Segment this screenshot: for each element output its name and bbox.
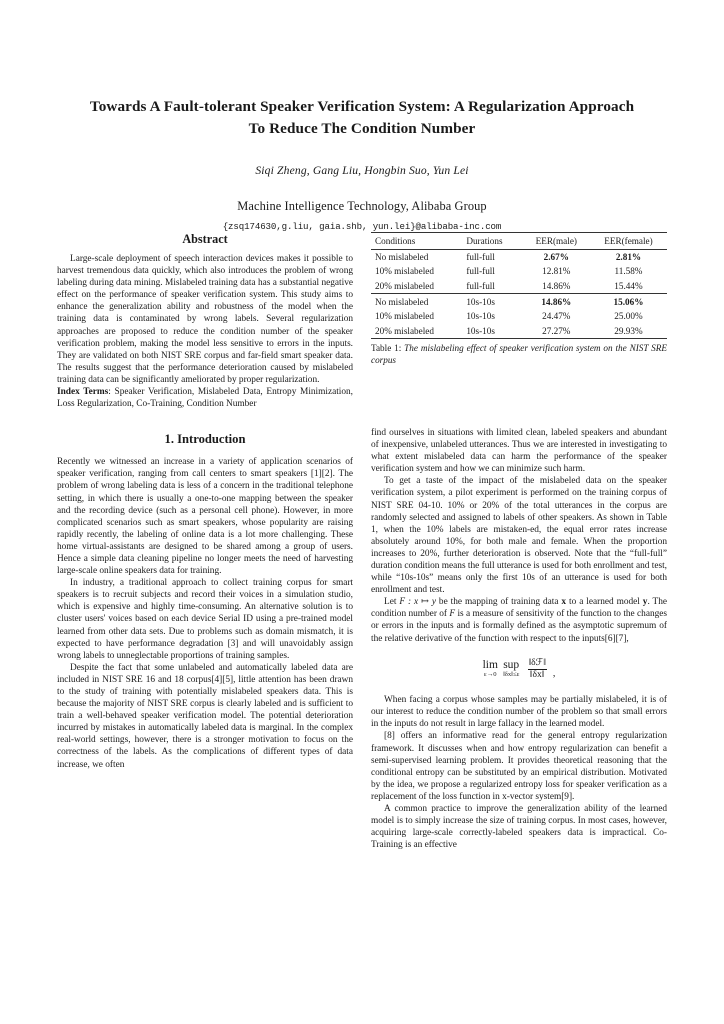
table-caption-label: Table 1: bbox=[371, 343, 402, 354]
cell-conditions: 10% mislabeled bbox=[375, 311, 434, 322]
supremum-operator bbox=[503, 660, 520, 679]
author-list: Siqi Zheng, Gang Liu, Hongbin Suo, Yun Lei bbox=[255, 164, 469, 178]
intro-paragraph-3: Despite the fact that some unlabeled and automatically labeled data are included in NIST SRE 16 and 18 corpus[4][5], little attention has been drawn to the study of training with potentially mislabeled speakers data. This is because the majority of NIST SRE corpus is clearly labeled and is sufficient to train a well-behaved speaker verification model. The potential deterioration incurred by mistakes in automatically labeled data is marginal. In the complex real-world settings, however, there is a stronger motivation to focus on the correctness of the labels. As the complications of different types of data increase, we often bbox=[57, 662, 353, 770]
table-row bbox=[371, 294, 667, 309]
cell-eer-male: 14.86% bbox=[542, 280, 571, 291]
cell-conditions: No mislabeled bbox=[375, 251, 429, 262]
table-row bbox=[371, 264, 667, 279]
abstract-heading: Abstract bbox=[182, 232, 228, 246]
column-header-eer-female: EER(female) bbox=[590, 233, 667, 250]
p6-mid: be the mapping of training data bbox=[435, 597, 562, 608]
table-row bbox=[371, 309, 667, 324]
cell-durations: full-full bbox=[466, 251, 495, 262]
cell-eer-female: 29.93% bbox=[590, 323, 667, 338]
p6-math-mapping: F : x ↦ y bbox=[399, 597, 436, 608]
cell-conditions: No mislabeled bbox=[371, 294, 462, 309]
p6-end: is a measure of sensitivity of the function to the changes or errors in the inputs and is formally defined as the asymptotic supremum of the relative derivative of the function with respect to the inputs[6][7], bbox=[371, 609, 667, 644]
intro-paragraph-8: [8] offers an informative read for the general entropy regularization framework. It discusses when and how entropy regularization can benefit a semi-supervised learning problem. It provides theoretical reasoning that the conditional entropy can be substituted by an empirical distribution. Motivated by the idea, we propose a regularized entropy loss for speaker verification as a replacement of the loss function in x-vector system[9]. bbox=[371, 731, 667, 802]
cell-durations: 10s-10s bbox=[462, 294, 522, 309]
paper-header bbox=[0, 0, 724, 232]
p6-math-y: y bbox=[642, 597, 648, 608]
cell-conditions: 20% mislabeled bbox=[371, 323, 462, 338]
cell-eer-female: 15.06% bbox=[590, 294, 667, 309]
p6-post: . The condition number of bbox=[371, 597, 667, 620]
intro-paragraph-4: find ourselves in situations with limited clean, labeled speakers and abundant of inexpensive, unlabeled utterances. Thus we are interested in investigating to what extent mislabeled data can harm the performance of the speaker verification system and how we can minimize such harm. bbox=[371, 427, 667, 475]
limit-main: lim bbox=[482, 658, 498, 671]
table-row bbox=[371, 249, 667, 264]
supremum-subscript: ‖δx‖≤ε bbox=[502, 671, 520, 679]
cell-durations: 10s-10s bbox=[466, 311, 495, 322]
cell-eer-female: 11.58% bbox=[614, 266, 643, 277]
p6-math-x: x bbox=[561, 597, 567, 608]
mislabeling-effect-table bbox=[371, 232, 667, 339]
cell-eer-female: 15.44% bbox=[614, 280, 643, 291]
table-caption-text: The mislabeling effect of speaker verification system on the NIST SRE corpus bbox=[371, 343, 667, 366]
cell-durations: 10s-10s bbox=[462, 323, 522, 338]
cell-conditions: 20% mislabeled bbox=[375, 280, 434, 291]
right-column bbox=[371, 232, 667, 851]
cell-durations: full-full bbox=[466, 280, 495, 291]
table-1-container bbox=[371, 232, 667, 367]
fraction-denominator: ‖δx‖ bbox=[529, 669, 545, 681]
limit-operator bbox=[483, 660, 498, 679]
cell-eer-male: 27.27% bbox=[523, 323, 590, 338]
intro-paragraph-9: A common practice to improve the generalization ability of the learned model is to simply increase the size of training corpus. In most cases, however, acquiring large-scale correctly-labeled speakers data is impractical. Co-Training is an effective bbox=[371, 803, 667, 851]
equation-inner bbox=[483, 658, 556, 681]
p6-math-f: F bbox=[449, 609, 456, 620]
cell-eer-male: 24.47% bbox=[542, 311, 571, 322]
fraction-numerator: ‖δℱ‖ bbox=[528, 656, 546, 668]
index-terms-value: Speaker Verification, Mislabeled Data, Entropy Minimization, Loss Regularization, Co-Training, Condition Number bbox=[57, 387, 353, 410]
equation-trailing-comma: , bbox=[552, 668, 556, 680]
table-head bbox=[371, 233, 667, 250]
abstract-paragraph: Large-scale deployment of speech interaction devices makes it possible to harvest tremendous data quickly, which also introduces the problem of wrong labeling during data mining. Mislabeled training data has a substantial negative effect on the performance of speaker verification system. This study aims to enhance the generalization ability and robustness of the model when the training data is contaminated by wrong labels. Several regularization approaches are proposed to reduce the condition number of the speaker verification problem, making the model less sensitive to errors in the inputs. They are validated on both NIST SRE corpus and far-field smart speaker data. The results suggest that the performance deterioration caused by mislabeled training data can be significantly ameliorated by proper regularization. bbox=[57, 254, 353, 385]
cell-eer-male: 14.86% bbox=[523, 294, 590, 309]
cell-eer-male: 12.81% bbox=[542, 266, 571, 277]
cell-durations: full-full bbox=[466, 266, 495, 277]
table-row bbox=[371, 279, 667, 294]
column-header-conditions: Conditions bbox=[371, 233, 462, 250]
page-title: Towards A Fault-tolerant Speaker Verification System: A Regularization Approach To Reduce The Condition Number bbox=[89, 98, 635, 138]
introduction-heading: 1. Introduction bbox=[164, 432, 246, 447]
cell-eer-male: 2.67% bbox=[543, 251, 569, 262]
index-terms-separator: : bbox=[108, 387, 115, 398]
index-terms bbox=[57, 386, 353, 410]
left-column bbox=[57, 232, 353, 851]
index-terms-label: Index Terms bbox=[57, 387, 109, 398]
p6-pre: Let bbox=[384, 597, 400, 608]
cell-eer-female: 2.81% bbox=[615, 251, 642, 262]
intro-paragraph-7: When facing a corpus whose samples may be partially mislabeled, it is of our interest to reduce the condition number of the problem so that small errors in the inputs do not result in large fallacy in the learned model. bbox=[371, 695, 667, 730]
table-header-row bbox=[371, 233, 667, 250]
column-gap-spacer bbox=[371, 375, 667, 427]
column-header-eer-male: EER(male) bbox=[523, 233, 590, 250]
p6-mid2: to a learned model bbox=[566, 597, 643, 608]
email-addresses: {zsq174630,g.liu, gaia.shb, yun.lei}@alibaba-inc.com bbox=[222, 221, 502, 233]
fraction bbox=[526, 658, 547, 681]
table-body bbox=[371, 249, 667, 339]
table-row bbox=[371, 323, 667, 338]
intro-paragraph-5: To get a taste of the impact of the mislabeled data on the speaker verification system, a pilot experiment is performed on the training corpus of NIST SRE 04-10. 10% or 20% of the total utterances in the corpus are randomly selected and assigned to labels of other speakers. As shown in Table 1, when the 10% labels are mistaken-ed, the equal error rates increase absolutely around 10%, for both male and female. When the proportion increases to 20%, further deterioration is observed. Note that the “full-full” duration condition means the full utterance is used for both enrollment and test, while “10s-10s” means only the first 10s of an utterance is used for both enrollment and test. bbox=[371, 476, 667, 596]
cell-eer-female: 25.00% bbox=[614, 311, 643, 322]
limit-subscript: ε→0 bbox=[483, 671, 497, 679]
cell-conditions: 10% mislabeled bbox=[375, 266, 434, 277]
affiliation: Machine Intelligence Technology, Alibaba Group bbox=[237, 199, 487, 214]
intro-paragraph-6 bbox=[371, 596, 667, 644]
supremum-main: sup bbox=[503, 658, 520, 671]
intro-paragraph-1: Recently we witnessed an increase in a variety of application scenarios of speaker verification, ranging from call centers to smart speakers [1][2]. The problem of wrong labeling data is less of a concern in the traditional telephone setting, in which there is usually a one-to-one mapping between the speaker and the recording device (such as a personal cell phone). However, in more complicated scenarios such as smart speakers, whose popularity are raising rapidly recently, the labeling of online data is a lot more challenging. These home virtual-assistants are designed to be shared among a group of users. Hence a simple data cleaning pipeline no longer meets the need of harvesting large-scale online speakers data for training. bbox=[57, 457, 353, 577]
condition-number-equation bbox=[371, 658, 667, 681]
intro-paragraph-2: In industry, a traditional approach to collect training corpus for smart speakers is to recruit subjects and record their voices in a simulation studio, which is expensive and highly time-consuming. An alternative solution is to cluster users' voices based on each device Serial ID using a pre-trained model learned from other data sets. Due to problems such as domain mismatch, it is expected to have performance degradation [3] and will unavoidably assign wrong labels to unneglectable proportions of training samples. bbox=[57, 578, 353, 661]
two-column-body bbox=[0, 232, 724, 851]
table-1-caption bbox=[371, 343, 667, 367]
column-header-durations: Durations bbox=[462, 233, 522, 250]
